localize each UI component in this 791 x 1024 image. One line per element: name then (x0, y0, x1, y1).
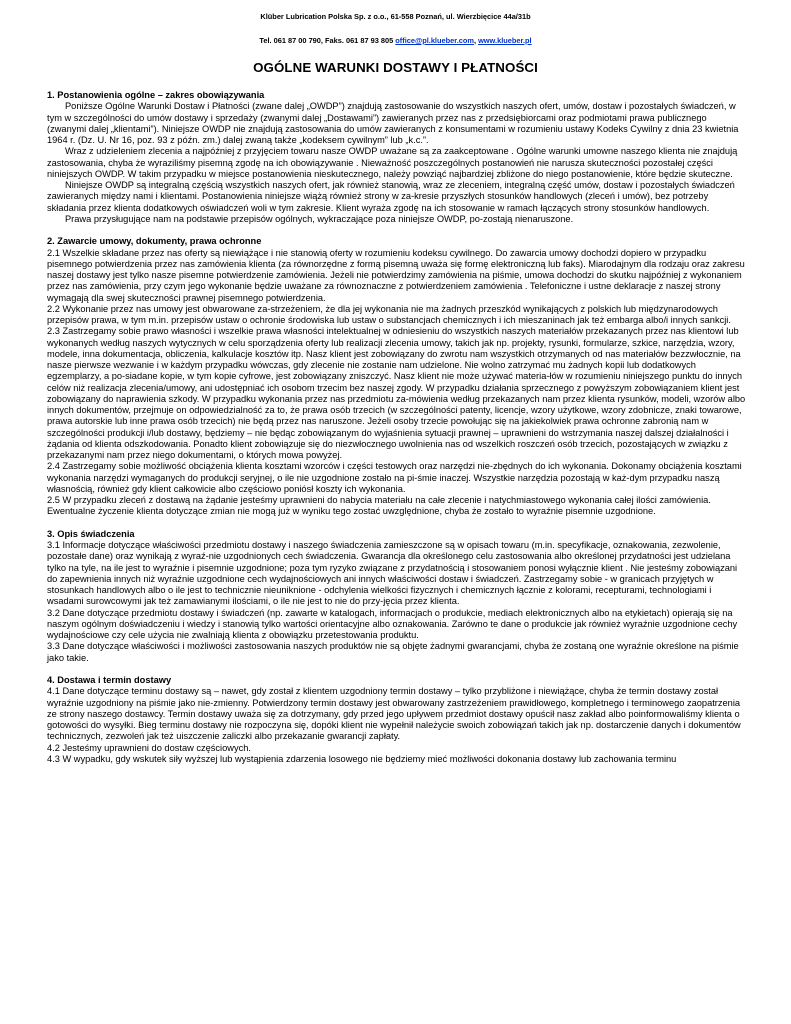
document-title: OGÓLNE WARUNKI DOSTAWY I PŁATNOŚCI (253, 60, 538, 75)
contact-line (0, 36, 791, 45)
section-gap (47, 518, 747, 529)
section-2-heading: 2. Zawarcie umowy, dokumenty, prawa ochronne (47, 236, 262, 247)
section-3-paragraph-3: 3.3 Dane dotyczące właściwości i możliwości zastosowania naszych produktów nie są objęte żadnymi gwarancjami, chyba że zostaną one wyraźnie określone na piśmie jako takie. (47, 641, 739, 663)
section-2-paragraph-2: 2.2 Wykonanie przez nas umowy jest obwarowane za-strzeżeniem, że dla jej wykonania nie ma żadnych przeszkód wynikających z polskich lub międzynarodowych przepisów prawa, w tym m.in. przepisów ustaw o ochronie środowiska lub ustaw o substancjach chemicznych i ich mieszaninach jak też embarga albo/i innych sankcji. (47, 303, 731, 325)
section-4-paragraph-3: 4.3 W wypadku, gdy wskutek siły wyższej lub wystąpienia zdarzenia losowego nie będziemy mieć możliwości dokonania dostawy lub zachowania terminu (47, 753, 677, 764)
section-1-heading: 1. Postanowienia ogólne – zakres obowiązywania (47, 90, 265, 100)
section-4-paragraph-2: 4.2 Jesteśmy uprawnieni do dostaw częściowych. (47, 742, 251, 753)
section-2-paragraph-4: 2.4 Zastrzegamy sobie możliwość obciążenia klienta kosztami wzorców i części testowych oraz narzędzi nie-zbędnych do ich wykonania. Dokonamy obciążenia kosztami wykonania narzędzi wymaganych do produkcji seryjnej, o ile nie uzgodnione zostało na pi-śmie inaczej. Wszystkie narzędzia pozostają w każ-dym przypadku naszą własnością, również gdy klient całkowicie albo częściowo poniósł koszty ich wykonania. (47, 461, 742, 494)
phone-fax-text: Tel. 061 87 00 790, Faks. 061 87 93 805 (259, 36, 396, 45)
section-4-paragraph-1: 4.1 Dane dotyczące terminu dostawy są – nawet, gdy został z klientem uzgodniony termin dostawy – tylko przybliżone i niewiążące, chyba że termin dostawy został wyraźnie uzgodniony na piśmie jako nie-zmienny. Potwierdzony termin dostawy jest obwarowany zastrzeżeniem prawidłowego, kompletnego i terminowego zaopatrzenia ze strony naszego dostawcy. Termin dostawy uważa się za dotrzymany, gdy przed jego upływem przedmiot dostawy opuścił nasz zakład albo poinformowaliśmy klienta o gotowości do wysyłki. Bieg terminu dostawy nie rozpoczyna się, dopóki klient nie wypełnił należycie swoich zobowiązań takich jak np. dostarczenie danych i dokumentów technicznych, zezwoleń jak też uiszczenie zaliczki albo przekazanie gwarancji zapłaty. (47, 686, 741, 742)
section-1-paragraph-3: Niniejsze OWDP są integralną częścią wszystkich naszych ofert, jak również stanowią, wraz ze zleceniem, integralną część umów, dostaw i pozostałych świadczeń zawieranych między nami i klientami. Postanowienia niniejsze wiążą również strony w za-kresie przyszłych stosunków handlowych (zleceń i umów), bez potrzeby składania przez klienta dodatkowych oświadczeń woli w tym zakresie. Klient wyraża zgodę na ich stosowanie w ramach łączących strony stosunków handlowych. (47, 180, 735, 213)
section-1-paragraph-1: Poniższe Ogólne Warunki Dostaw i Płatności (zwane dalej „OWDP”) znajdują zastosowanie do wszystkich naszych ofert, umów, dostaw i pozostałych świadczeń, w tym w szczególności do umów dostawy i sprzedaży (zwanymi dalej „Dostawami”) zawieranych przez nas z przedsiębiorcami oraz podmiotami prawa publicznego (zwanymi dalej „klientami”). Niniejsze OWDP nie znajdują zastosowania do umów zawieranych z konsumentami w rozumieniu ustawy Kodeks Cywilny z dnia 23 kwietnia 1964 r. (Dz. U. Nr 16, poz. 93 z późn. zm.) dalej zwaną także „kodeksem cywilnym” lub „k.c.”. (47, 101, 739, 145)
contact-separator: , (473, 36, 479, 45)
section-gap (47, 664, 747, 675)
document-body (47, 90, 747, 765)
section-2-paragraph-1: 2.1 Wszelkie składane przez nas oferty są niewiążące i nie stanowią oferty w rozumieniu kodeksu cywilnego. Do zawarcia umowy dochodzi dopiero w przypadku pisemnego potwierdzenia przez nas zamówienia klienta (za równorzędne z formą pisemną uważa się formę elektroniczną lub faks). Miarodajnym dla rodzaju oraz zakresu naszej dostawy jest tylko nasze pisemne potwierdzenie zamówienia. Jeżeli nie potwierdzimy zamówienia na piśmie, umowa dochodzi do skutku najpóźniej z wykonaniem przez nas zamówienia, przy czym jego wykonanie będzie uważane za równoznaczne z potwierdzeniem zamówienia . Telefoniczne i ustne deklaracje z naszej strony wymagają dla swej skuteczności prawnej pisemnego potwierdzenia. (47, 247, 745, 303)
company-address-line: Klüber Lubrication Polska Sp. z o.o., 61-558 Poznań, ul. Wierzbięcice 44a/31b (260, 12, 531, 21)
section-2-paragraph-5: 2.5 W przypadku zleceń z dostawą na żądanie jesteśmy uprawnieni do nabycia materiału na całe zlecenie i natychmiastowego wykonania całej ilości zamówienia. Ewentualne życzenie klienta dotyczące zmian nie mogą już w wyniku tego zostać uwzględnione, chyba że zostało to wyraźnie pisemnie uzgodnione. (47, 495, 711, 517)
section-3-paragraph-2: 3.2 Dane dotyczące przedmiotu dostawy i świadczeń (np. zawarte w katalogach, informacjach o produkcie, mediach elektronicznych albo na etykietach) opierają się na naszym ogólnym doświadczeniu i wiedzy i stanowią tylko wartości orientacyjne albo oznakowania. Zarówno te dane o produkcie jak również wyraźnie uzgodnione cechy wydajnościowe czy cele użycia nie zwalniają klienta z obowiązku przetestowania produktu. (47, 607, 738, 640)
section-4-heading: 4. Dostawa i termin dostawy (47, 675, 172, 685)
section-3-heading: 3. Opis świadczenia (47, 528, 135, 539)
website-link[interactable]: www.klueber.pl (478, 36, 532, 45)
section-3-paragraph-1: 3.1 Informacje dotyczące właściwości przedmiotu dostawy i naszego świadczenia zamieszczone są w opisach towaru (m.in. specyfikacje, oznakowania, zezwolenie, pozostałe dane) oraz wynikają z wyraź-nie uzgodnionych cech świadczenia. Gwarancja dla określonego celu zastosowania albo określonej przydatności jest udzielana tylko na tyle, na ile jest to wyraźnie i pisemnie uzgodnione; poza tym ryzyko związane z przydatnością i stosowaniem ponosi wyłącznie klient . Nie jesteśmy zobowiązani do zapewnienia innych niż wyraźnie uzgodnione cech wydajnościowych ani innych właściwości dostaw i świadczeń. Zastrzegamy sobie - w granicach przyjętych w stosunkach handlowych albo o ile jest to technicznie nieuniknione - odchylenia wielkości fizycznych i chemicznych łącznie z kolorami, recepturami, technologiami i wsadami surowcowymi jak też zamawianymi ilościami, o ile nie jest to nie do przy-jęcia przez klienta. (47, 540, 738, 607)
section-1-paragraph-2: Wraz z udzieleniem zlecenia a najpóźniej z przyjęciem towaru nasze OWDP uważane są za zaakceptowane . Ogólne warunki umowne naszego klienta nie znajdują zastosowania, chyba że wyraziliśmy pisemną zgodę na ich obowiązywanie . Nieważność poszczególnych postanowień nie narusza skuteczności pozostałej części niniejszych OWDP. W takim przypadku w miejsce postanowienia nieskutecznego, należy powziąć najbardziej zbliżone do niego postanowienie, które będzie skuteczne. (47, 146, 738, 179)
email-link[interactable]: office@pl.klueber.com (395, 36, 474, 45)
section-1-paragraph-4: Prawa przysługujące nam na podstawie przepisów ogólnych, wykraczające poza niniejsze OWDP, po-zostają nienaruszone. (65, 213, 574, 224)
section-gap (47, 225, 747, 236)
section-2-paragraph-3: 2.3 Zastrzegamy sobie prawo własności i wszelkie prawa własności intelektualnej w odniesieniu do wszystkich naszych materiałów przekazanych przez nas klientowi lub wykonanych według naszych wytycznych w celu sporządzenia oferty lub realizacji zlecenia umowy, takich jak np. projekty, rysunki, formularze, szkice, narzędzia, wzory, modele, inna dokumentacja, obliczenia, kalkulacje kosztów itp. Nasz klient jest zobowiązany do zwrotu nam wszystkich otrzymanych od nas materiałów bezzwłocznie, na nasze pierwsze wezwanie i w każdym przypadku wówczas, gdy zlecenie nie zostanie nam udzielone. Nie wolno zatrzymać mu żadnych kopii lub dodatkowych egzemplarzy, a po-siadane kopie, w tym kopie cyfrowe, jest zobowiązany zniszczyć. Nasz klient nie może używać materia-łów w rozumieniu niniejszego punktu do innych celów niż realizacja zlecenia/umowy, ani udostępniać ich osobom trzecim bez naszej zgody. W przypadku działania sprzecznego z powyższym zobowiązaniem klient jest zobowiązany do naprawienia szkody. W przypadku wykonania przez nas przedmiotu za-mówienia według przekazanych nam przez klienta rysunków, modeli, wzorów albo innych dokumentów, przejmuje on odpowiedzialność za to, że prawa osób trzecich (w szczególności patenty, licencje, wzory użytkowe, wzory zdobnicze, znaki towarowe, prawa autorskie lub inne prawa osób trzecich) nie będą przez nas naruszone. Jeżeli osoby trzecie powołując się na jakiekolwiek prawa ochronne zabronią nam w szczególności produkcji i/lub dostawy, będziemy – nie będąc zobowiązanym do wyjaśnienia sytuacji prawnej – uprawnieni do wstrzymania naszej dalszej działalności i żądania od klienta odszkodowania. Ponadto klient zobowiązuje się do niezwłocznego uwolnienia nas od wszelkich roszczeń osób trzecich, pozostających w związku z przekazanymi nam przez niego dokumentami, o których mowa powyżej. (47, 326, 746, 460)
